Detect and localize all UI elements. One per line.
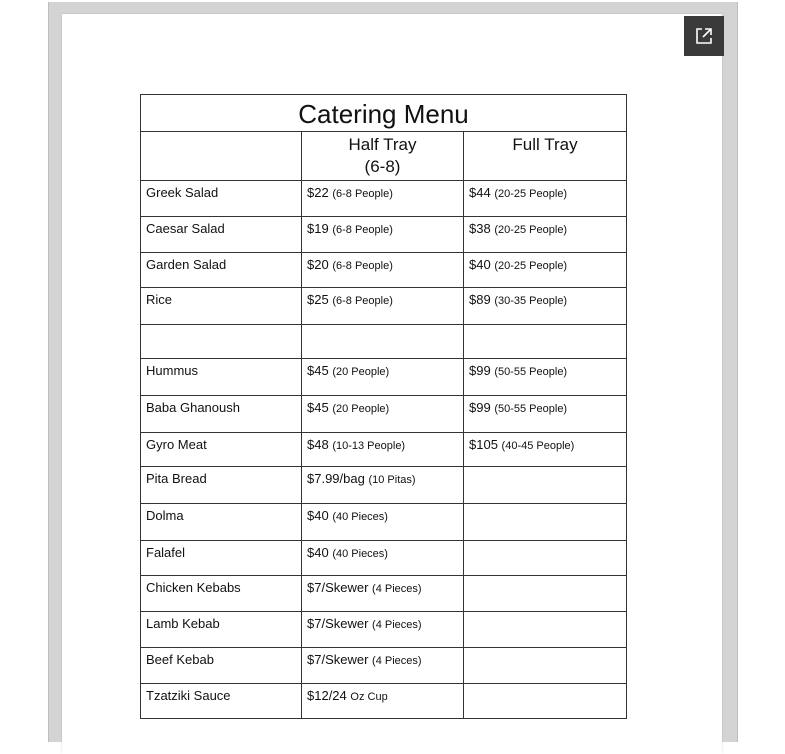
full-tray-price-cell	[464, 541, 627, 576]
full-tray-price: $105	[469, 437, 498, 452]
table-row	[141, 684, 627, 719]
item-name: Rice	[141, 288, 302, 325]
table-row	[141, 217, 627, 253]
half-tray-price: $7/Skewer	[307, 580, 369, 595]
half-tray-price-cell	[302, 433, 464, 467]
item-name: Dolma	[141, 504, 302, 541]
half-tray-price: $25	[307, 292, 329, 307]
item-name: Beef Kebab	[141, 648, 302, 684]
full-tray-price-cell	[464, 504, 627, 541]
item-name: Baba Ghanoush	[141, 396, 302, 433]
half-tray-serving-note: (40 Pieces)	[332, 511, 388, 523]
item-name: Chicken Kebabs	[141, 576, 302, 612]
item-name: Hummus	[141, 359, 302, 396]
half-tray-price: $45	[307, 400, 329, 415]
half-tray-serving-note: (6-8 People)	[332, 295, 393, 307]
half-tray-serving-note: (20 People)	[332, 403, 390, 415]
full-tray-price-cell	[464, 612, 627, 648]
full-tray-price-cell	[464, 648, 627, 684]
menu-title: Catering Menu	[141, 95, 627, 132]
half-tray-price-cell	[302, 253, 464, 288]
full-tray-serving-note: (40-45 People)	[501, 440, 575, 452]
half-tray-price: $40	[307, 545, 329, 560]
half-tray-price: $40	[307, 508, 329, 523]
item-name: Garden Salad	[141, 253, 302, 288]
half-tray-price-cell	[302, 612, 464, 648]
half-tray-price-cell	[302, 359, 464, 396]
full-tray-price-cell	[464, 359, 627, 396]
half-tray-serving-note: Oz Cup	[350, 691, 388, 703]
table-row	[141, 359, 627, 396]
full-tray-price: $40	[469, 257, 491, 272]
half-tray-price: $7.99/bag	[307, 471, 365, 486]
full-tray-serving-note: (30-35 People)	[494, 295, 568, 307]
half-tray-serving-note: (6-8 People)	[332, 188, 393, 200]
half-tray-serving-note: (6-8 People)	[332, 224, 393, 236]
half-tray-serving-note: (20 People)	[332, 366, 390, 378]
item-name: Tzatziki Sauce	[141, 684, 302, 719]
table-row	[141, 504, 627, 541]
full-tray-price-cell	[464, 467, 627, 504]
half-tray-price-cell	[302, 181, 464, 217]
half-tray-price-cell	[302, 576, 464, 612]
header-half-tray	[302, 132, 464, 181]
half-tray-price: $12/24	[307, 688, 347, 703]
item-name: Gyro Meat	[141, 433, 302, 467]
half-tray-label: Half Tray	[348, 135, 417, 154]
table-row	[141, 181, 627, 217]
table-row	[141, 576, 627, 612]
full-tray-price-cell	[464, 684, 627, 719]
full-tray-serving-note: (20-25 People)	[494, 188, 568, 200]
half-tray-serving-note: (4 Pieces)	[372, 655, 422, 667]
half-tray-price: $45	[307, 363, 329, 378]
half-tray-price-cell	[302, 504, 464, 541]
half-tray-price: $7/Skewer	[307, 616, 369, 631]
item-name: Caesar Salad	[141, 217, 302, 253]
item-name: Falafel	[141, 541, 302, 576]
full-tray-serving-note: (20-25 People)	[494, 260, 568, 272]
half-tray-price-cell	[302, 325, 464, 359]
full-tray-price-cell	[464, 288, 627, 325]
full-tray-serving-note: (50-55 People)	[494, 366, 568, 378]
full-tray-price: $99	[469, 400, 491, 415]
half-tray-serving-note: (10-13 People)	[332, 440, 406, 452]
item-name: Greek Salad	[141, 181, 302, 217]
table-row	[141, 648, 627, 684]
half-tray-price-cell	[302, 288, 464, 325]
full-tray-price: $38	[469, 221, 491, 236]
full-tray-price: $44	[469, 185, 491, 200]
half-tray-price-cell	[302, 217, 464, 253]
full-tray-price-cell	[464, 396, 627, 433]
half-tray-serving-note: (4 Pieces)	[372, 583, 422, 595]
full-tray-price-cell	[464, 217, 627, 253]
half-tray-price: $7/Skewer	[307, 652, 369, 667]
catering-menu-table	[140, 94, 627, 719]
full-tray-serving-note: (50-55 People)	[494, 403, 568, 415]
half-tray-serving-note: (6-8 People)	[332, 260, 393, 272]
half-tray-price-cell	[302, 648, 464, 684]
half-tray-price-cell	[302, 684, 464, 719]
table-row	[141, 612, 627, 648]
full-tray-price: $89	[469, 292, 491, 307]
half-tray-price-cell	[302, 541, 464, 576]
full-tray-price-cell	[464, 433, 627, 467]
half-tray-size: (6-8)	[364, 157, 401, 176]
header-empty-cell	[141, 132, 302, 181]
full-tray-price-cell	[464, 325, 627, 359]
table-row	[141, 288, 627, 325]
table-row	[141, 433, 627, 467]
half-tray-price: $19	[307, 221, 329, 236]
half-tray-price: $20	[307, 257, 329, 272]
item-name: Pita Bread	[141, 467, 302, 504]
full-tray-price-cell	[464, 181, 627, 217]
full-tray-price: $99	[469, 363, 491, 378]
popout-button[interactable]	[684, 16, 724, 56]
half-tray-serving-note: (10 Pitas)	[368, 474, 416, 486]
full-tray-label: Full Tray	[512, 135, 578, 154]
half-tray-serving-note: (40 Pieces)	[332, 548, 388, 560]
item-name	[141, 325, 302, 359]
half-tray-serving-note: (4 Pieces)	[372, 619, 422, 631]
item-name: Lamb Kebab	[141, 612, 302, 648]
half-tray-price-cell	[302, 467, 464, 504]
table-row	[141, 253, 627, 288]
full-tray-price-cell	[464, 253, 627, 288]
half-tray-price: $22	[307, 185, 329, 200]
full-tray-serving-note: (20-25 People)	[494, 224, 568, 236]
half-tray-price: $48	[307, 437, 329, 452]
half-tray-price-cell	[302, 396, 464, 433]
table-row	[141, 396, 627, 433]
table-row	[141, 541, 627, 576]
open-in-new-window-icon	[694, 26, 714, 46]
full-tray-price-cell	[464, 576, 627, 612]
table-row	[141, 467, 627, 504]
header-full-tray	[464, 132, 627, 181]
table-row	[141, 325, 627, 359]
